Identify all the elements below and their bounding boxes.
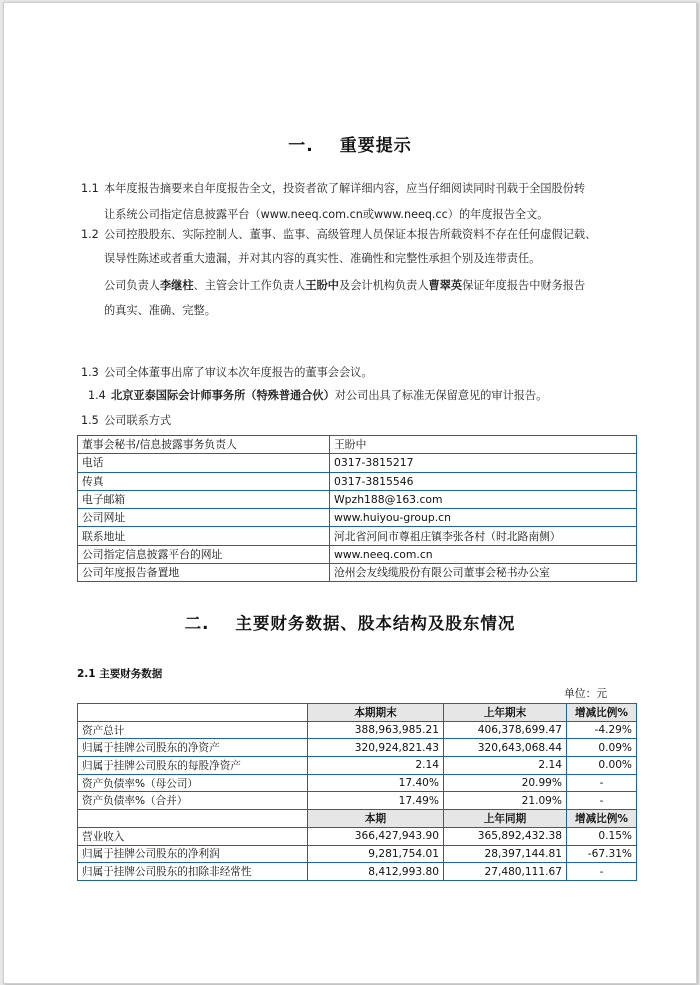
contact-value: 王盼中 bbox=[330, 436, 637, 454]
cell-value: 388,963,985.21 bbox=[308, 721, 444, 739]
responsibility-statement bbox=[104, 275, 585, 296]
cell-value: 27,480,111.67 bbox=[444, 863, 567, 881]
contact-value: Wpzh188@163.com bbox=[330, 490, 637, 508]
table-row bbox=[78, 757, 637, 775]
section-2-heading bbox=[4, 610, 696, 634]
item-number: 1.2 bbox=[81, 228, 99, 241]
item-text-line: 让系统公司指定信息披露平台（www.neeq.com.cn或www.neeq.cc）的年度报告全文。 bbox=[104, 208, 549, 221]
cell-value: 2.14 bbox=[444, 757, 567, 775]
cell-value: 406,378,699.47 bbox=[444, 721, 567, 739]
column-header: 本期期末 bbox=[308, 704, 444, 722]
row-label: 归属于挂牌公司股东的扣除非经常性 bbox=[78, 863, 308, 881]
resp-text: 及会计机构负责人 bbox=[339, 279, 429, 292]
accounting-org-head-name: 曹翠英 bbox=[428, 279, 463, 292]
item-1-2 bbox=[81, 224, 681, 354]
contact-row bbox=[78, 527, 637, 545]
subsection-2-1-title: 2.1 主要财务数据 bbox=[77, 668, 163, 680]
column-header: 上年同期 bbox=[444, 810, 567, 828]
cell-value: 21.09% bbox=[444, 792, 567, 810]
cell-value: 9,281,754.01 bbox=[308, 845, 444, 863]
cell-value: - bbox=[567, 792, 637, 810]
item-number: 1.4 bbox=[88, 389, 106, 402]
section-1-title: 重要提示 bbox=[339, 136, 412, 156]
row-label: 归属于挂牌公司股东的净资产 bbox=[78, 739, 308, 757]
contact-value: 0317-3815217 bbox=[330, 454, 637, 472]
cell-value: 0.15% bbox=[567, 827, 637, 845]
cell-value: 0.00% bbox=[567, 757, 637, 775]
contact-row bbox=[78, 545, 637, 563]
cell-value: 320,924,821.43 bbox=[308, 739, 444, 757]
contact-value: www.neeq.com.cn bbox=[330, 545, 637, 563]
financial-data-table bbox=[77, 703, 637, 881]
cell-value: 8,412,993.80 bbox=[308, 863, 444, 881]
row-label: 资产总计 bbox=[78, 721, 308, 739]
cell-value: 28,397,144.81 bbox=[444, 845, 567, 863]
section-1-number: 一. bbox=[288, 136, 314, 156]
resp-text: 保证年度报告中财务报告 bbox=[462, 279, 586, 292]
row-label: 营业收入 bbox=[78, 827, 308, 845]
column-header: 上年期末 bbox=[444, 704, 567, 722]
contact-row bbox=[78, 490, 637, 508]
item-number: 1.5 bbox=[81, 414, 99, 427]
section-1-heading bbox=[4, 131, 696, 156]
contact-label: 电话 bbox=[78, 454, 330, 472]
contact-label: 公司网址 bbox=[78, 509, 330, 527]
cell-value: 20.99% bbox=[444, 774, 567, 792]
contact-value: 河北省河间市尊祖庄镇李张各村（时北路南侧） bbox=[330, 527, 637, 545]
table-row bbox=[78, 721, 637, 739]
table-row bbox=[78, 739, 637, 757]
contact-row bbox=[78, 564, 637, 582]
contact-value: www.huiyou-group.cn bbox=[330, 509, 637, 527]
accounting-head-name: 王盼中 bbox=[305, 279, 339, 292]
row-label: 资产负债率%（合并） bbox=[78, 792, 308, 810]
cell-value: 320,643,068.44 bbox=[444, 739, 567, 757]
table-row bbox=[78, 774, 637, 792]
row-label: 资产负债率%（母公司） bbox=[78, 774, 308, 792]
audit-statement-rest: 对公司出具了标准无保留意见的审计报告。 bbox=[334, 389, 548, 402]
resp-text: 公司负责人 bbox=[104, 279, 160, 292]
cell-value: 17.40% bbox=[308, 774, 444, 792]
unit-label: 单位：元 bbox=[564, 687, 608, 700]
contact-label: 电子邮箱 bbox=[78, 490, 330, 508]
cell-value: -4.29% bbox=[567, 721, 637, 739]
contact-label: 公司年度报告备置地 bbox=[78, 564, 330, 582]
row-label: 归属于挂牌公司股东的每股净资产 bbox=[78, 757, 308, 775]
column-header bbox=[78, 810, 308, 828]
item-text-line: 公司控股股东、实际控制人、董事、监事、高级管理人员保证本报告所载资料不存在任何虚假记载、 bbox=[104, 228, 597, 241]
item-number: 1.1 bbox=[81, 182, 99, 195]
contact-row bbox=[78, 472, 637, 490]
contact-label: 联系地址 bbox=[78, 527, 330, 545]
item-text-line: 本年度报告摘要来自年度报告全文，投资者欲了解详细内容，应当仔细阅读同时刊载于全国股份转 bbox=[104, 182, 586, 195]
contact-value: 0317-3815546 bbox=[330, 472, 637, 490]
item-number: 1.3 bbox=[81, 366, 99, 379]
cell-value: 17.49% bbox=[308, 792, 444, 810]
item-1-4 bbox=[88, 385, 688, 407]
table-row bbox=[78, 792, 637, 810]
table-row bbox=[78, 863, 637, 881]
column-header: 增减比例% bbox=[567, 704, 637, 722]
item-1-5 bbox=[81, 410, 381, 432]
section-2-title: 主要财务数据、股本结构及股东情况 bbox=[235, 614, 516, 633]
cell-value: 0.09% bbox=[567, 739, 637, 757]
company-head-name: 李继柱 bbox=[159, 279, 194, 292]
contact-value: 沧州会友线缆股份有限公司董事会秘书办公室 bbox=[330, 564, 637, 582]
item-text-line: 公司全体董事出席了审议本次年度报告的董事会会议。 bbox=[104, 366, 373, 379]
cell-value: -67.31% bbox=[567, 845, 637, 863]
table-header-row bbox=[78, 810, 637, 828]
contact-label: 公司指定信息披露平台的网址 bbox=[78, 545, 330, 563]
resp-text: 、主管会计工作负责人 bbox=[193, 279, 306, 292]
audit-statement bbox=[111, 385, 547, 406]
column-header bbox=[78, 704, 308, 722]
contact-row bbox=[78, 509, 637, 527]
contact-label: 传真 bbox=[78, 472, 330, 490]
table-row bbox=[78, 845, 637, 863]
table-row bbox=[78, 827, 637, 845]
row-label: 归属于挂牌公司股东的净利润 bbox=[78, 845, 308, 863]
cell-value: - bbox=[567, 863, 637, 881]
item-1-3 bbox=[81, 362, 681, 384]
contact-label: 董事会秘书/信息披露事务负责人 bbox=[78, 436, 330, 454]
column-header: 本期 bbox=[308, 810, 444, 828]
cell-value: 2.14 bbox=[308, 757, 444, 775]
section-2-number: 二. bbox=[184, 614, 210, 633]
column-header: 增减比例% bbox=[567, 810, 637, 828]
cell-value: 365,892,432.38 bbox=[444, 827, 567, 845]
contact-row bbox=[78, 454, 637, 472]
item-1-1 bbox=[81, 178, 681, 222]
audit-firm-name: 北京亚泰国际会计师事务所（特殊普通合伙） bbox=[111, 389, 335, 402]
item-text-line: 误导性陈述或者重大遗漏，并对其内容的真实性、准确性和完整性承担个别及连带责任。 bbox=[104, 252, 541, 265]
contact-table bbox=[77, 435, 637, 582]
item-text-line: 的真实、准确、完整。 bbox=[104, 304, 216, 317]
cell-value: 366,427,943.90 bbox=[308, 827, 444, 845]
document-page bbox=[3, 2, 697, 984]
item-text-line: 公司联系方式 bbox=[104, 414, 172, 427]
table-header-row bbox=[78, 704, 637, 722]
cell-value: - bbox=[567, 774, 637, 792]
contact-row bbox=[78, 436, 637, 454]
